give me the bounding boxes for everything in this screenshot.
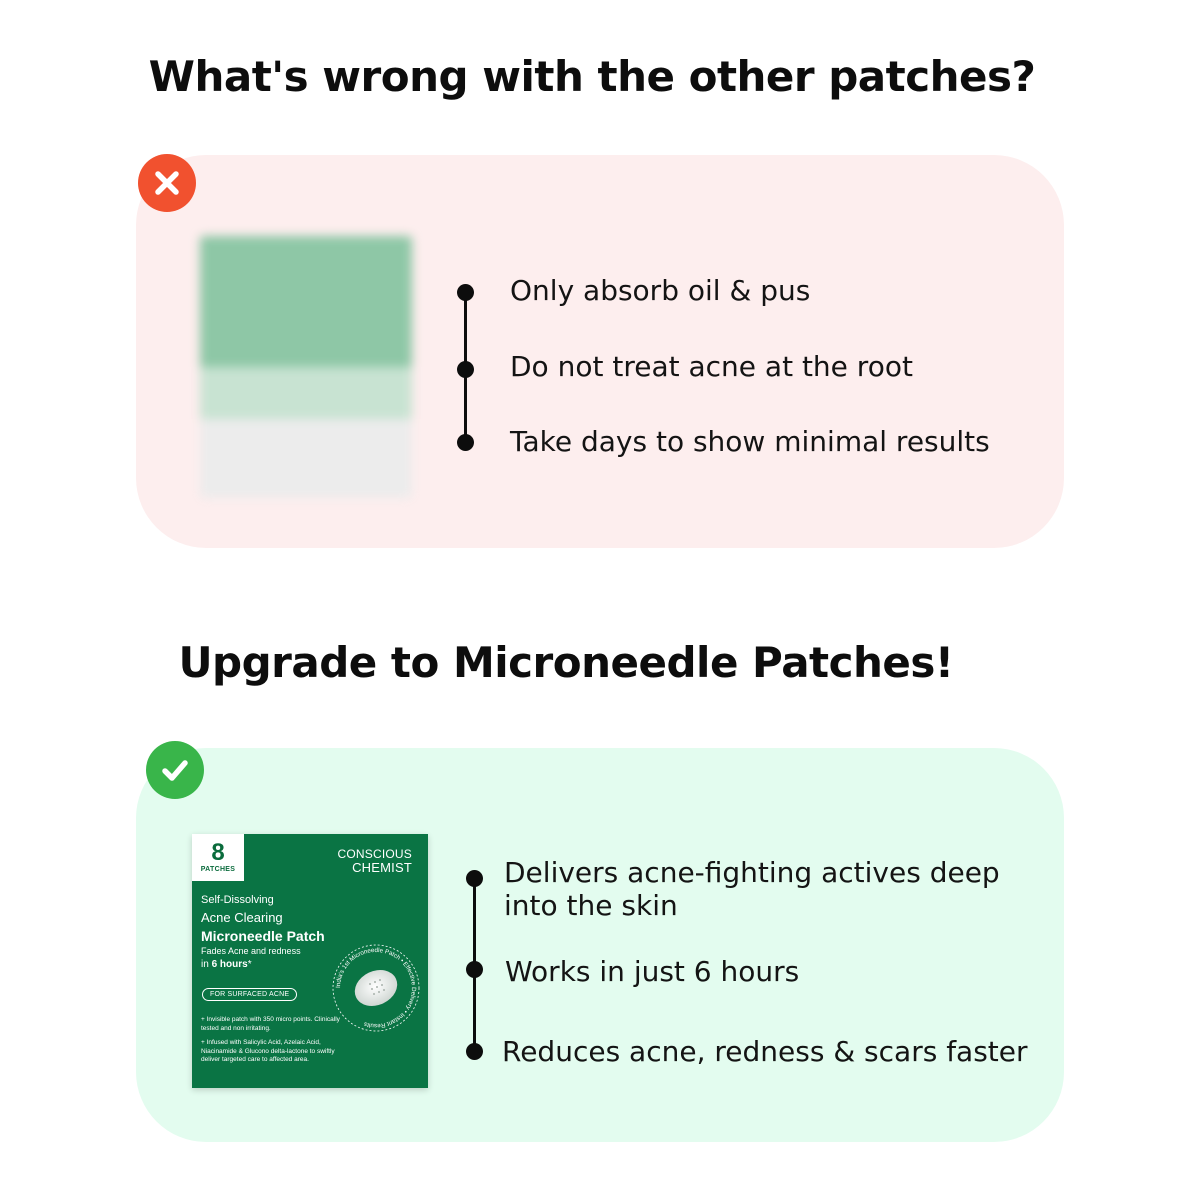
checkmark-icon	[146, 741, 204, 799]
patch-count-label: PATCHES	[200, 866, 236, 873]
surfaced-acne-pill: FOR SURFACED ACNE	[202, 988, 297, 1001]
product-fine-print-1: + Invisible patch with 350 micro points. Clinically tested and non irritating.	[201, 1016, 340, 1032]
microneedle-product-box	[192, 834, 428, 1088]
svg-text:India's 1st Microneedle Patch: India's 1st Microneedle Patch • Effective Delivery • Instant Results	[334, 946, 418, 1030]
bad-point-1: Only absorb oil & pus	[510, 274, 811, 307]
close-x-icon	[138, 154, 196, 212]
bad-point-3: Take days to show minimal results	[510, 425, 990, 458]
good-point-1: Delivers acne-fighting actives deep into the skin	[504, 856, 1000, 922]
blurred-competitor-product-image	[200, 236, 412, 498]
product-fine-print-2: + Infused with Salicylic Acid, Azelaic Acid, Niacinamide & Glucono delta-lactone to swiftly deliver targeted care to affected area.	[201, 1039, 335, 1063]
product-line-1: Self-Dissolving	[201, 894, 274, 906]
upgrade-heading: Upgrade to Microneedle Patches!	[178, 638, 954, 687]
good-point-2: Works in just 6 hours	[505, 955, 800, 988]
brand-logo: CONSCIOUS CHEMIST	[337, 847, 412, 875]
product-line-2: Acne Clearing	[201, 910, 283, 925]
patch-count: 8	[211, 839, 225, 866]
product-line-5: in 6 hours*	[201, 959, 252, 970]
good-point-3: Reduces acne, redness & scars faster	[502, 1035, 1028, 1068]
patch-count-tab	[192, 834, 244, 881]
bad-point-2: Do not treat acne at the root	[510, 350, 913, 383]
patch-seal-graphic	[330, 942, 422, 1034]
product-name: Microneedle Patch	[201, 928, 325, 944]
product-line-4: Fades Acne and redness	[201, 946, 301, 956]
problem-heading: What's wrong with the other patches?	[148, 52, 1036, 101]
